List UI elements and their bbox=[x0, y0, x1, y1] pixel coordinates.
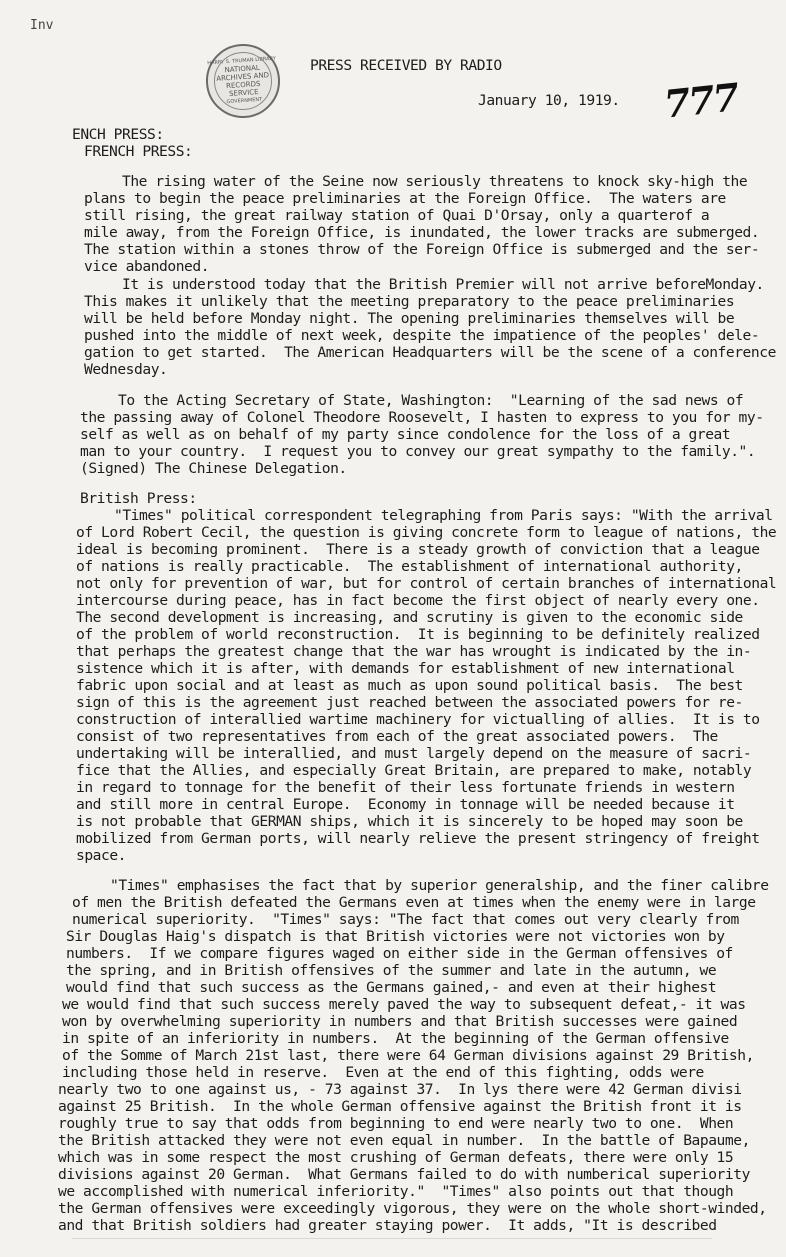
paragraph-line: mile away, from the Foreign Office, is inundated, the lower tracks are submerged. bbox=[84, 224, 760, 241]
paragraph-line: of the problem of world reconstruction. It is beginning to be definitely realized bbox=[76, 626, 760, 643]
paragraph-line: nearly two to one against us, - 73 against 37. In lys there were 42 German divisi bbox=[58, 1081, 742, 1098]
stamp-line: HARRY S. TRUMAN LIBRARY bbox=[207, 55, 277, 67]
paragraph-line: against 25 British. In the whole German offensive against the British front it is bbox=[58, 1098, 742, 1115]
paragraph-line: gation to get started. The American Headquarters will be the scene of a conference bbox=[84, 344, 776, 361]
header-title: PRESS RECEIVED BY RADIO bbox=[310, 57, 502, 74]
paragraph-line: divisions against 20 German. What Germans failed to do with numberical superiority bbox=[58, 1166, 750, 1183]
paragraph-line: in regard to tonnage for the benefit of their less fortunate friends in western bbox=[76, 779, 735, 796]
paragraph-line: we accomplished with numerical inferiority." "Times" also points out that though bbox=[58, 1183, 734, 1200]
margin-mark: Inv bbox=[30, 18, 54, 33]
paragraph-line: of the Somme of March 21st last, there were 64 German divisions against 29 British, bbox=[62, 1047, 754, 1064]
paragraph-line: roughly true to say that odds from beginning to end were nearly two to one. When bbox=[58, 1115, 734, 1132]
paragraph-line: Wednesday. bbox=[84, 361, 168, 378]
paragraph-line: not only for prevention of war, but for control of certain branches of international bbox=[76, 575, 777, 592]
paragraph-line: sistence which it is after, with demands for establishment of new international bbox=[76, 660, 735, 677]
paragraph-line: which was in some respect the most crushing of German defeats, there were only 15 bbox=[58, 1149, 734, 1166]
paragraph-line: will be held before Monday night. The opening preliminaries themselves will be bbox=[84, 310, 735, 327]
paragraph-line: we would find that such success merely paved the way to subsequent defeat,- it was bbox=[62, 996, 746, 1013]
paragraph-line: in spite of an inferiority in numbers. At the beginning of the German offensive bbox=[62, 1030, 729, 1047]
paragraph-line: undertaking will be interallied, and must largely depend on the measure of sacri- bbox=[76, 745, 752, 762]
paragraph-line: mobilized from German ports, will nearly relieve the present stringency of freight bbox=[76, 830, 760, 847]
paragraph-line: space. bbox=[76, 847, 127, 864]
paragraph-line: pushed into the middle of next week, despite the impatience of the peoples' dele- bbox=[84, 327, 760, 344]
paragraph-line: including those held in reserve. Even at the end of this fighting, odds were bbox=[62, 1064, 704, 1081]
paragraph-line: ideal is becoming prominent. There is a steady growth of conviction that a league bbox=[76, 541, 760, 558]
paragraph-line: man to your country. I request you to convey our great sympathy to the family.". bbox=[80, 443, 756, 460]
paragraph-line: the British attacked they were not even equal in number. In the battle of Bapaume, bbox=[58, 1132, 750, 1149]
paragraph-line: of Lord Robert Cecil, the question is giving concrete form to league of nations, the bbox=[76, 524, 777, 541]
section-heading: FRENCH PRESS: bbox=[84, 143, 193, 160]
page-edge-shadow bbox=[72, 1238, 712, 1239]
paragraph-line: still rising, the great railway station of Quai D'Orsay, only a quarterof a bbox=[84, 207, 710, 224]
paragraph-line: fice that the Allies, and especially Great Britain, are prepared to make, notably bbox=[76, 762, 752, 779]
paragraph-line: would find that such success as the Germans gained,- and even at their highest bbox=[66, 979, 717, 996]
paragraph-line: consist of two representatives from each of the great associated powers. The bbox=[76, 728, 718, 745]
paragraph-line: fabric upon social and at least as much as upon sound political basis. The best bbox=[76, 677, 743, 694]
paragraph-line: (Signed) The Chinese Delegation. bbox=[80, 460, 347, 477]
archive-stamp bbox=[204, 42, 283, 121]
paragraph-line: To the Acting Secretary of State, Washington: "Learning of the sad news of bbox=[118, 392, 744, 409]
section-heading: British Press: bbox=[80, 490, 197, 507]
paragraph-line: that perhaps the greatest change that the war has wrought is indicated by the in- bbox=[76, 643, 752, 660]
paragraph-line: of nations is really practicable. The establishment of international authority, bbox=[76, 558, 743, 575]
header-date: January 10, 1919. bbox=[478, 92, 620, 109]
paragraph-line: self as well as on behalf of my party since condolence for the loss of a great bbox=[80, 426, 731, 443]
paragraph-line: the spring, and in British offensives of the summer and late in the autumn, we bbox=[66, 962, 717, 979]
stamp-line: GOVERNMENT bbox=[226, 96, 263, 106]
paragraph-line: "Times" political correspondent telegraphing from Paris says: "With the arrival bbox=[114, 507, 773, 524]
paragraph-line: is not probable that GERMAN ships, which it is sincerely to be hoped may soon be bbox=[76, 813, 743, 830]
paragraph-line: sign of this is the agreement just reached between the associated powers for re- bbox=[76, 694, 743, 711]
paragraph-line: The station within a stones throw of the Foreign Office is submerged and the ser- bbox=[84, 241, 760, 258]
paragraph-line: The second development is increasing, and scrutiny is given to the economic side bbox=[76, 609, 743, 626]
section-heading: ENCH PRESS: bbox=[72, 126, 164, 143]
paragraph-line: of men the British defeated the Germans even at times when the enemy were in large bbox=[72, 894, 756, 911]
paragraph-line: the German offensives were exceedingly vigorous, they were on the whole short-winded, bbox=[58, 1200, 767, 1217]
page-number: 777 bbox=[661, 74, 740, 127]
paragraph-line: "Times" emphasises the fact that by superior generalship, and the finer calibre bbox=[110, 877, 769, 894]
paragraph-line: vice abandoned. bbox=[84, 258, 210, 275]
paragraph-line: the passing away of Colonel Theodore Roosevelt, I hasten to express to you for my- bbox=[80, 409, 764, 426]
paragraph-line: and still more in central Europe. Economy in tonnage will be needed because it bbox=[76, 796, 735, 813]
paragraph-line: It is understood today that the British Premier will not arrive beforeMonday. bbox=[122, 276, 764, 293]
paragraph-line: intercourse during peace, has in fact become the first object of nearly every one. bbox=[76, 592, 760, 609]
stamp-line: ARCHIVES AND bbox=[216, 71, 270, 83]
paragraph-line: construction of interallied wartime machinery for victualling of allies. It is to bbox=[76, 711, 760, 728]
paragraph-line: numbers. If we compare figures waged on either side in the German offensives of bbox=[66, 945, 733, 962]
paragraph-line: numerical superiority. "Times" says: "The fact that comes out very clearly from bbox=[72, 911, 739, 928]
stamp-line: SERVICE bbox=[228, 87, 259, 98]
paragraph-line: The rising water of the Seine now seriously threatens to knock sky-high the bbox=[122, 173, 748, 190]
paragraph-line: won by overwhelming superiority in numbers and that British successes were gained bbox=[62, 1013, 738, 1030]
stamp-line: RECORDS bbox=[225, 79, 261, 91]
stamp-line: NATIONAL bbox=[224, 63, 261, 75]
paragraph-line: Sir Douglas Haig's dispatch is that British victories were not victories won by bbox=[66, 928, 725, 945]
paragraph-line: plans to begin the peace preliminaries at the Foreign Office. The waters are bbox=[84, 190, 726, 207]
paragraph-line: This makes it unlikely that the meeting preparatory to the peace preliminaries bbox=[84, 293, 735, 310]
paragraph-line: and that British soldiers had greater staying power. It adds, "It is described bbox=[58, 1217, 717, 1234]
